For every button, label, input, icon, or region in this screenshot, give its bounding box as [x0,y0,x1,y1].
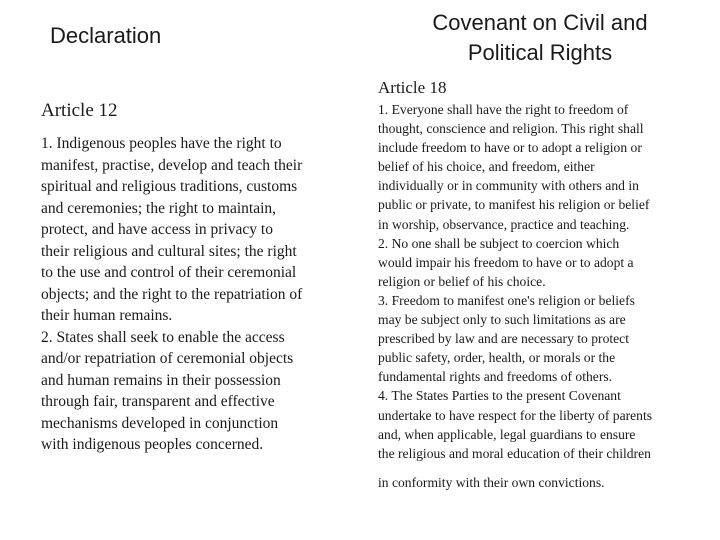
covenant-text-line: fundamental rights and freedoms of others. [378,369,613,385]
declaration-text-line: their human remains. [41,307,173,324]
covenant-text-line: in worship, observance, practice and teaching. [378,216,630,232]
declaration-text-line: mechanisms developed in conjunction [41,414,279,432]
covenant-text-line: 2. No one shall be subject to coercion which [378,235,620,251]
covenant-text-line: may be subject only to such limitations as are [378,312,626,328]
declaration-text-line: to the use and control of their ceremonial [41,264,297,281]
covenant-title-line-2: Political Rights [467,40,613,65]
covenant-text-line: belief of his choice, and freedom, either [378,159,595,175]
declaration-text-line: and human remains in their possession [41,371,281,389]
declaration-text-line: objects; and the right to the repatriation of [41,285,303,303]
covenant-text-line: public safety, order, health, or morals or the [378,350,616,366]
covenant-text-line: prescribed by law and are necessary to protect [378,331,629,347]
covenant-text-line: 1. Everyone shall have the right to freedom of [378,102,629,117]
declaration-article-text [41,133,361,456]
declaration-text-line: their religious and cultural sites; the right [41,242,297,260]
covenant-text-last-line: in conformity with their own convictions. [378,475,605,490]
covenant-text-line: undertake to have respect for the liberty of parents [378,407,653,423]
declaration-article-heading: Article 12 [41,100,118,121]
covenant-title [405,8,675,68]
covenant-text-line: include freedom to have or to adopt a religion or [378,140,642,156]
declaration-text-line: and ceremonies; the right to maintain, [41,199,277,217]
declaration-text-line: protect, and have access in privacy to [41,221,273,238]
declaration-text-line: spiritual and religious traditions, customs [41,178,298,195]
declaration-text-line: through fair, transparent and effective [41,393,275,410]
declaration-text-line: with indigenous peoples concerned. [41,436,264,453]
covenant-title-line-1: Covenant on Civil and [432,10,648,35]
covenant-text-line: would impair his freedom to have or to adopt a [378,254,634,270]
covenant-text-line: the religious and moral education of their children [378,445,651,461]
covenant-text-line: thought, conscience and religion. This right shall [378,121,644,137]
declaration-text-line: manifest, practise, develop and teach their [41,156,303,174]
declaration-text-line: 2. States shall seek to enable the access [41,328,285,346]
covenant-text-line: individually or in community with others and in [378,178,639,194]
covenant-text-line: public or private, to manifest his religion or belief [378,197,650,213]
covenant-text-line: 4. The States Parties to the present Covenant [378,388,621,404]
covenant-text-line: religion or belief of his choice. [378,273,546,289]
declaration-text-line: and/or repatriation of ceremonial objects [41,350,294,367]
covenant-text-line: and, when applicable, legal guardians to ensure [378,426,636,442]
declaration-text-line: 1. Indigenous peoples have the right to [41,135,282,152]
covenant-article-text [378,100,714,463]
declaration-title: Declaration [50,23,162,48]
covenant-article-heading: Article 18 [378,78,447,97]
covenant-text-line: 3. Freedom to manifest one's religion or beliefs [378,292,635,308]
